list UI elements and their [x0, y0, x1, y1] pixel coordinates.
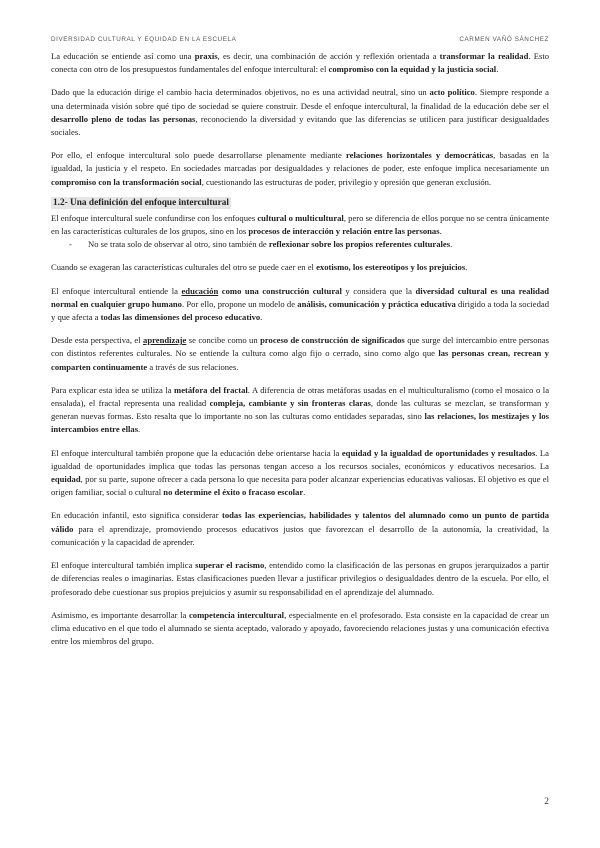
paragraph-infant-education: [51, 509, 549, 549]
bold-text-run: desarrollo pleno de todas las personas: [51, 113, 196, 124]
bold-text-run: transformar la realidad: [439, 51, 529, 61]
bold-text-run: aprendizaje: [143, 335, 187, 346]
paragraph-political-act: [51, 86, 549, 139]
bold-text-run: proceso de construcción de significados: [260, 335, 405, 346]
text-run: , entendido como la clasificación de las personas en grupos jerarquizados a partir de diferencias reales o imaginarias. Estas clasificaciones pueden llevar a justificar privilegios o desigualdades dentro de la escuela. Por ello, el profesorado debe cuestionar sus propios prejuicios y asumir su responsabilidad en el aprendizaje del alumnado.: [51, 560, 549, 597]
bold-text-run: compleja, cambiante y sin fronteras claras: [209, 398, 371, 409]
text-run: . Por ello, propone un modelo de: [181, 298, 298, 309]
text-run: El enfoque intercultural suele confundirse con los enfoques: [51, 212, 258, 223]
text-run: para el aprendizaje, promoviendo procesos educativos justos que favorezcan el desarrollo de la autonomía, la creatividad, la comunicación y la capacidad de aprender.: [51, 523, 549, 547]
text-run: Para explicar esta idea se utiliza la: [51, 384, 175, 395]
bold-text-run: análisis, comunicación y práctica educativa: [297, 298, 456, 309]
text-run: Dado que la educación dirige el cambio hacia determinados objetivos, no es una actividad neutral, sino un: [51, 87, 430, 98]
bold-text-run: diversidad cultural es una realidad normal en cualquier grupo humano: [51, 285, 550, 309]
text-run: , especialmente en el profesorado. Esta consiste en la capacidad de crear un clima educativo en el que todo el alumnado se sienta aceptado, valorado y apoyado, favoreciendo relaciones justas y una comunicación efectiva entre los miembros del grupo.: [51, 609, 549, 647]
bold-text-run: como una construcción cultural: [218, 285, 342, 296]
text-run: .: [450, 239, 453, 250]
text-run: .: [439, 226, 442, 237]
paragraph-intercultural-competence: [51, 609, 549, 649]
bold-text-run: las relaciones, los mestizajes y los intercambios entre ellas: [51, 411, 549, 435]
section-heading-wrapper: [51, 189, 549, 212]
text-run: , cuestionando las estructuras de poder, privilegio y opresión que generan exclusión.: [201, 176, 492, 187]
text-run: . La igualdad de oportunidades implica que todas las personas tengan acceso a los recursos sociales, económicos y educativos necesarios. La: [51, 447, 549, 471]
text-run: . A diferencia de otras metáforas usadas en el multiculturalismo (como el mosaico o la ensalada), el fractal representa una realidad: [51, 384, 550, 409]
paragraph-horizontal-relations: [51, 149, 549, 189]
bullet-item: [51, 238, 549, 251]
bold-text-run: las personas crean, recrean y comparten continuamente: [51, 348, 549, 372]
text-run: Asimismo, es importante desarrollar la: [51, 609, 189, 620]
text-run: Desde esta perspectiva, el: [51, 335, 144, 346]
paragraph-exoticism: [51, 261, 549, 274]
text-run: El enfoque intercultural también propone que la educación debe orientarse hacia la: [51, 447, 342, 458]
page-number: 2: [544, 797, 549, 807]
text-run: . Siempre responde a una determinada visión sobre qué tipo de sociedad se quiere construir. Desde el enfoque intercultural, la finalidad de la educación debe ser el: [51, 87, 549, 111]
bold-text-run: procesos de interacción y relación entre las personas: [248, 226, 440, 237]
text-run: a través de sus relaciones.: [147, 361, 239, 372]
text-run: y considera que la: [341, 285, 416, 296]
bold-text-run: equidad y la igualdad de oportunidades y resultados: [341, 447, 536, 458]
text-run: .: [465, 262, 468, 273]
text-run: que surge del intercambio entre personas con distintos referentes culturales. No se entiende la cultura como algo fijo o cerrado, sino como algo que: [51, 335, 550, 359]
text-run: En educación infantil, esto significa considerar: [51, 510, 222, 521]
bold-text-run: praxis: [194, 51, 218, 61]
text-run: Por ello, el enfoque intercultural solo puede desarrollarse plenamente mediante: [51, 150, 346, 161]
paragraph-learning: [51, 334, 549, 374]
text-run: , es decir, una combinación de acción y reflexión orientada a: [217, 51, 440, 61]
text-run: , pero se diferencia de ellos porque no se centra únicamente en las características culturales de los grupos, sino en los: [51, 212, 550, 237]
text-run: .: [303, 487, 306, 498]
bold-text-run: no determine el éxito o fracaso escolar: [163, 487, 304, 498]
bold-text-run: exotismo, los estereotipos y los prejuicios: [316, 262, 466, 273]
header-author: CARMEN VAÑÓ SÁNCHEZ: [459, 36, 549, 43]
text-run: No se trata solo de observar al otro, sino también de: [88, 239, 269, 250]
text-run: , reconociendo la diversidad y evitando que las diferencias se utilicen para justificar desigualdades sociales.: [51, 113, 549, 138]
header-course-title: DIVERSIDAD CULTURAL Y EQUIDAD EN LA ESCUELA: [51, 36, 237, 43]
text-run: se concibe como un: [186, 335, 261, 346]
bold-text-run: metáfora del fractal: [174, 384, 248, 395]
bullet-dash: -: [69, 239, 72, 250]
bold-text-run: cultural o multicultural: [257, 212, 344, 223]
page-content: [51, 50, 549, 658]
bold-text-run: relaciones horizontales y democráticas: [345, 150, 494, 161]
bold-text-run: acto político: [429, 87, 475, 98]
text-run: .: [260, 312, 263, 323]
text-run: .: [138, 424, 141, 435]
bold-text-run: compromiso con la transformación social: [51, 176, 202, 187]
bold-text-run: educación: [181, 285, 219, 296]
section-heading: 1.2- Una definición del enfoque intercultural: [53, 197, 229, 208]
text-run: , basadas en la igualdad, la justicia y el respeto. En sociedades marcadas por desigualdades y relaciones de poder, este enfoque implica necesariamente un: [51, 150, 549, 174]
bullet-text: [88, 239, 452, 249]
text-run: El enfoque intercultural también implica: [51, 560, 196, 571]
text-run: dirigido a toda la sociedad y que afecta a: [51, 298, 549, 323]
bold-text-run: reflexionar sobre los propios referentes culturales: [268, 239, 451, 250]
text-run: Cuando se exageran las características culturales del otro se puede caer en el: [51, 262, 317, 273]
bold-text-run: equidad: [51, 474, 81, 485]
text-run: El enfoque intercultural entiende la: [51, 285, 182, 296]
text-run: . Esto conecta con otro de los presupuestos fundamentales del enfoque intercultural: el: [51, 51, 549, 75]
paragraph-equity: [51, 447, 549, 500]
paragraph-racism: [51, 559, 549, 599]
bold-text-run: superar el racismo: [195, 560, 265, 571]
paragraph-education-cultural: [51, 285, 549, 325]
bold-text-run: competencia intercultural: [188, 609, 285, 620]
bold-text-run: compromiso con la equidad y la justicia social: [328, 64, 497, 75]
text-run: , por su parte, supone ofrecer a cada persona lo que necesita para poder alcanzar experiencias educativas valiosas. El objetivo es que el origen familiar, social o cultural: [51, 474, 549, 498]
text-run: La educación se entiende así como una: [51, 51, 195, 61]
bold-text-run: todas las experiencias, habilidades y talentos del alumnado como un punto de partida válido: [51, 510, 550, 534]
text-run: .: [496, 64, 499, 75]
paragraph-fractal: [51, 384, 549, 437]
bold-text-run: todas las dimensiones del proceso educativo: [100, 312, 261, 323]
page-header: [51, 36, 549, 46]
paragraph-praxis: [51, 50, 549, 76]
text-run: , donde las culturas se mezclan, se transforman y generan nuevas formas. Esto resalta que lo importante no son las culturas como entidades separadas, sino: [51, 398, 549, 422]
paragraph-definition: [51, 212, 549, 238]
